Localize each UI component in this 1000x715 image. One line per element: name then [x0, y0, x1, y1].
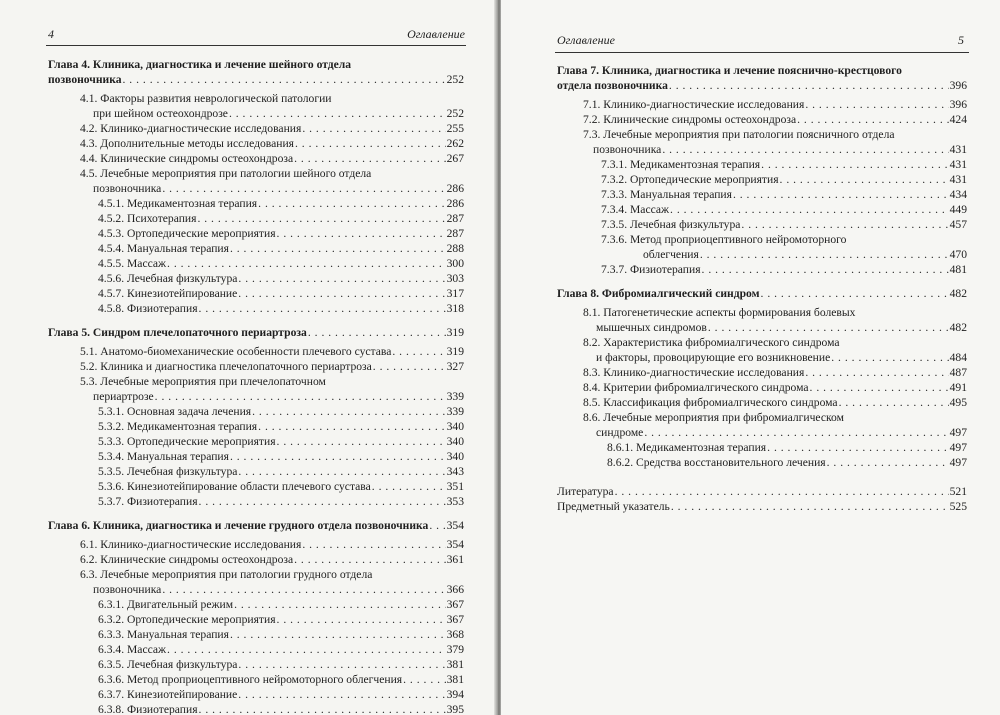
toc-entry[interactable]: 5.3.2. Медикаментозная терапия . . . 340 [48, 419, 464, 434]
toc-chapter-4[interactable]: Глава 4. Клиника, диагностика и лечение шейного отдела позвоночника . . . 252 [48, 57, 464, 87]
toc-entry[interactable]: 7.3.7. Физиотерапия . . . 481 [557, 262, 967, 277]
toc-entry[interactable]: 8.3. Клинико-диагностические исследования . . . 487 [557, 365, 967, 380]
toc-entry[interactable]: 4.5.6. Лечебная физкультура . . . 303 [48, 271, 464, 286]
toc-entry[interactable]: 6.3.1. Двигательный режим . . . 367 [48, 597, 464, 612]
toc-entry[interactable]: 8.2. Характеристика фибромиалгического синдрома и факторы, провоцирующие его возникновение . . . 484 [557, 335, 967, 365]
running-header: Оглавление [557, 33, 615, 47]
toc-entry[interactable]: 8.4. Критерии фибромиалгического синдрома . . . 491 [557, 380, 967, 395]
toc-entry[interactable]: 4.5.4. Мануальная терапия . . . 288 [48, 241, 464, 256]
page-number: 5 [958, 33, 964, 47]
toc-entry[interactable]: 6.3.8. Физиотерапия . . . 395 [48, 702, 464, 715]
toc-entry[interactable]: 6.3.6. Метод проприоцептивного нейромоторного облегчения . . . 381 [48, 672, 464, 687]
toc-entry[interactable]: 4.2. Клинико-диагностические исследования . . . 255 [48, 121, 464, 136]
toc-chapter-5[interactable]: Глава 5. Синдром плечелопаточного периартроза . . . 319 [48, 325, 464, 340]
header-rule [555, 52, 969, 53]
toc-entry[interactable]: 6.2. Клинические синдромы остеохондроза . . . 361 [48, 552, 464, 567]
page-number: 4 [48, 27, 54, 41]
toc-entry[interactable]: 4.5.8. Физиотерапия . . . 318 [48, 301, 464, 316]
toc-entry[interactable]: 5.3.5. Лечебная физкультура . . . 343 [48, 464, 464, 479]
toc-entry[interactable]: 8.5. Классификация фибромиалгического синдрома . . . 495 [557, 395, 967, 410]
toc-entry[interactable]: 5.3.7. Физиотерапия . . . 353 [48, 494, 464, 509]
toc-entry[interactable]: 5.3.1. Основная задача лечения . . . 339 [48, 404, 464, 419]
toc-entry[interactable]: 4.5.1. Медикаментозная терапия . . . 286 [48, 196, 464, 211]
toc-entry[interactable]: 6.3. Лечебные мероприятия при патологии грудного отдела позвоночника . . . 366 [48, 567, 464, 597]
toc-entry[interactable]: 5.1. Анатомо-биомеханические особенности плечевого сустава . . . 319 [48, 344, 464, 359]
toc-entry[interactable]: 8.1. Патогенетические аспекты формирования болевых мышечных синдромов . . . 482 [557, 305, 967, 335]
toc-entry[interactable]: 4.5.2. Психотерапия . . . 287 [48, 211, 464, 226]
toc-entry[interactable]: 4.5.3. Ортопедические мероприятия . . . 287 [48, 226, 464, 241]
toc-entry[interactable]: 7.3.6. Метод проприоцептивного нейромоторного облегчения . . . 470 [557, 232, 967, 262]
header-rule [46, 45, 466, 46]
toc-right [557, 63, 967, 514]
toc-entry[interactable]: 7.2. Клинические синдромы остеохондроза . . . 424 [557, 112, 967, 127]
toc-entry[interactable]: 7.3.5. Лечебная физкультура . . . 457 [557, 217, 967, 232]
toc-entry[interactable]: 5.3.3. Ортопедические мероприятия . . . 340 [48, 434, 464, 449]
toc-entry[interactable]: 6.3.5. Лечебная физкультура . . . 381 [48, 657, 464, 672]
toc-chapter-6[interactable]: Глава 6. Клиника, диагностика и лечение грудного отдела позвоночника . . . 354 [48, 518, 464, 533]
toc-entry[interactable]: 5.3.4. Мануальная терапия . . . 340 [48, 449, 464, 464]
toc-left [48, 57, 464, 715]
toc-entry[interactable]: 7.3.2. Ортопедические мероприятия . . . 431 [557, 172, 967, 187]
toc-entry[interactable]: 7.3.3. Мануальная терапия . . . 434 [557, 187, 967, 202]
toc-entry[interactable]: 8.6.2. Средства восстановительного лечения . . . 497 [557, 455, 967, 470]
toc-entry[interactable]: 7.3.4. Массаж . . . 449 [557, 202, 967, 217]
toc-entry[interactable]: 7.3.1. Медикаментозная терапия . . . 431 [557, 157, 967, 172]
toc-entry[interactable]: 6.3.4. Массаж . . . 379 [48, 642, 464, 657]
toc-subject-index[interactable]: Предметный указатель . . . 525 [557, 499, 967, 514]
toc-entry[interactable]: 4.4. Клинические синдромы остеохондроза . . . 267 [48, 151, 464, 166]
toc-entry[interactable]: 6.1. Клинико-диагностические исследования . . . 354 [48, 537, 464, 552]
toc-literature[interactable]: Литература . . . 521 [557, 484, 967, 499]
toc-chapter-8[interactable]: Глава 8. Фибромиалгический синдром . . . 482 [557, 286, 967, 301]
toc-entry[interactable]: 6.3.7. Кинезиотейпирование . . . 394 [48, 687, 464, 702]
toc-entry[interactable]: 7.3. Лечебные мероприятия при патологии поясничного отдела позвоночника . . . 431 [557, 127, 967, 157]
toc-entry[interactable]: 5.3. Лечебные мероприятия при плечелопаточном периартрозе . . . 339 [48, 374, 464, 404]
toc-entry[interactable]: 5.3.6. Кинезиотейпирование области плечевого сустава . . . 351 [48, 479, 464, 494]
toc-entry[interactable]: 7.1. Клинико-диагностические исследования . . . 396 [557, 97, 967, 112]
toc-entry[interactable]: 4.5. Лечебные мероприятия при патологии шейного отдела позвоночника . . . 286 [48, 166, 464, 196]
toc-entry[interactable]: 4.1. Факторы развития неврологической патологии при шейном остеохондрозе . . . 252 [48, 91, 464, 121]
toc-entry[interactable]: 6.3.3. Мануальная терапия . . . 368 [48, 627, 464, 642]
toc-entry[interactable]: 8.6. Лечебные мероприятия при фибромиалгическом синдроме . . . 497 [557, 410, 967, 440]
toc-entry[interactable]: 6.3.2. Ортопедические мероприятия . . . 367 [48, 612, 464, 627]
toc-entry[interactable]: 8.6.1. Медикаментозная терапия . . . 497 [557, 440, 967, 455]
toc-chapter-7[interactable]: Глава 7. Клиника, диагностика и лечение пояснично-крестцового отдела позвоночника . . . 396 [557, 63, 967, 93]
page-ref: 252 [446, 73, 464, 86]
toc-entry[interactable]: 4.3. Дополнительные методы исследования . . . 262 [48, 136, 464, 151]
toc-entry[interactable]: 5.2. Клиника и диагностика плечелопаточного периартроза . . . 327 [48, 359, 464, 374]
left-page [0, 0, 497, 715]
running-header: Оглавление [407, 27, 465, 41]
toc-entry[interactable]: 4.5.5. Массаж . . . 300 [48, 256, 464, 271]
toc-entry[interactable]: 4.5.7. Кинезиотейпирование . . . 317 [48, 286, 464, 301]
